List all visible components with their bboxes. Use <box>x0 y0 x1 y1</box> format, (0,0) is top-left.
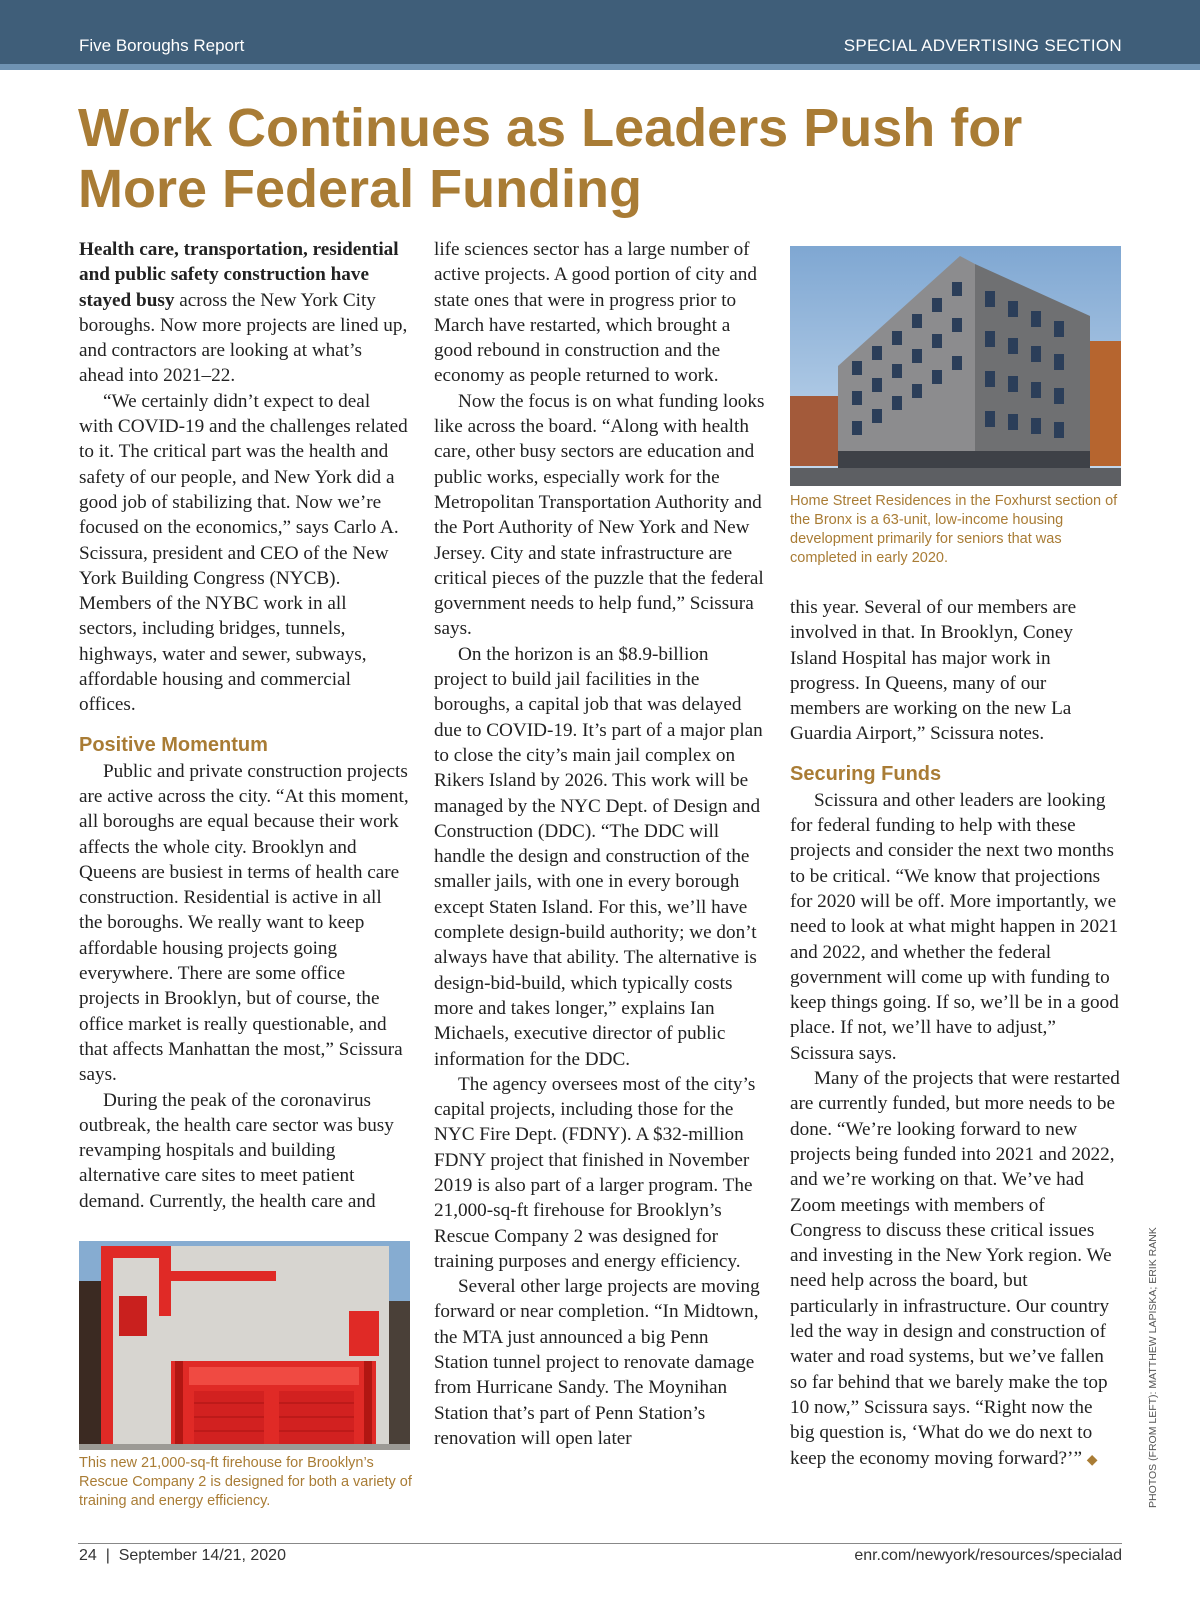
article-headline <box>78 98 1138 220</box>
bronx-photo-caption: Home Street Residences in the Foxhurst section of the Bronx is a 63-unit, low-income housing development primarily for seniors that was completed in early 2020. <box>790 493 1118 566</box>
lead-in: Health care, transportation, residential and public safety construction have stayed busy <box>79 239 399 311</box>
subhead-securing-funds: Securing Funds <box>790 762 942 785</box>
photo-credit: PHOTOS (FROM LEFT): MATTHEW LAPISKA; ERIK RANK <box>1147 1227 1159 1508</box>
headline-line-2: More Federal Funding <box>78 159 643 219</box>
firehouse-photo-caption: This new 21,000-sq-ft firehouse for Brooklyn’s Rescue Company 2 is designed for both a variety of training and energy efficiency. <box>79 1455 412 1509</box>
paragraph: Public and private construction projects are active across the city. “At this moment, all boroughs are equal because their work affects the whole city. Brooklyn and Queens are busiest in terms of health care construction. Residential is active in all the boroughs. We really want to keep affordable housing projects going everywhere. There are some office projects in Brooklyn, but of course, the office market is really questionable, and that affects Manhattan the most,” Scissura says. <box>79 760 409 1086</box>
advertising-label: SPECIAL ADVERTISING SECTION <box>843 36 1122 55</box>
paragraph: During the peak of the coronavirus outbreak, the health care sector was busy revamping hospitals and building alternative care sites to meet patient demand. Currently, the health care and <box>79 1089 394 1212</box>
firehouse-photo <box>79 1241 410 1450</box>
lead-rest: across the New York City boroughs. Now more projects are lined up, and contractors are looking at what’s ahead into 2021–22. <box>79 289 408 387</box>
paragraph: Now the focus is on what funding looks like across the board. “Along with health care, other busy sectors are education and public works, especially work for the Metropolitan Transportation Authority and the Port Authority of New York and New Jersey. City and state infrastructure are critical pieces of the puzzle that the federal government needs to help fund,” Scissura says. <box>434 390 765 640</box>
paragraph <box>79 237 409 389</box>
article-column-3 <box>790 595 1120 1473</box>
article-column-1 <box>79 237 409 1214</box>
paragraph: Several other large projects are moving forward or near completion. “In Midtown, the MTA just announced a big Penn Station tunnel project to renovate damage from Hurricane Sandy. The Moynihan Station that’s part of Penn Station’s renovation will open later <box>434 1276 760 1449</box>
header-stripe <box>0 64 1200 70</box>
subhead-positive-momentum: Positive Momentum <box>79 733 268 756</box>
section-name: Five Boroughs Report <box>79 36 245 55</box>
article-column-2 <box>434 237 766 1451</box>
paragraph: Scissura and other leaders are looking for federal funding to help with these projects and consider the next two months to be critical. “We know that projections for 2020 will be off. More importantly, we need to look at what might happen in 2021 and 2022, and whether the federal government will come up with funding to keep things going. If so, we’ll be in a good place. If not, we’ll have to adjust,” Scissura says. <box>790 789 1119 1064</box>
page-folio: 24 | September 14/21, 2020 <box>79 1547 286 1564</box>
footer-divider <box>78 1543 1122 1544</box>
headline-line-1: Work Continues as Leaders Push for <box>78 98 1023 158</box>
end-mark-icon: ◆ <box>1086 1452 1098 1468</box>
paragraph: this year. Several of our members are involved in that. In Brooklyn, Coney Island Hospital has major work in progress. In Queens, many of our members are working on the new La Guardia Airport,” Scissura notes. <box>790 597 1077 745</box>
paragraph: life sciences sector has a large number of active projects. A good portion of city and state ones that were in progress prior to March have restarted, which brought a good rebound in construction and the economy as people returned to work. <box>434 239 757 387</box>
firehouse-illustration <box>79 1241 410 1450</box>
closing-text: Many of the projects that were restarted are currently funded, but more needs to be done. “We’re looking forward to new projects being funded into 2021 and 2022, and we’re working on that. We’ve had Zoom meetings with members of Congress to discuss these critical issues and investing in the New York region. We need help across the board, but particularly in infrastructure. Our country led the way in design and construction of water and road systems, but we’ve fallen so far behind that we barely make the top 10 now,” Scissura says. “Right now the big question is, ‘What do we do next to keep the economy moving forward?’” <box>790 1068 1120 1469</box>
header-bar <box>0 0 1200 64</box>
bronx-residences-photo <box>790 246 1121 486</box>
paragraph: On the horizon is an $8.9-billion project to build jail facilities in the boroughs, a capital job that was delayed due to COVID-19. It’s part of a major plan to close the city’s main jail complex on Rikers Island by 2026. This work will be managed by the NYC Dept. of Design and Construction (DDC). “The DDC will handle the design and construction of the smaller jails, with one in every borough except Staten Island. For this, we’ll have complete design-build authority; we don’t always have that ability. The alternative is design-bid-build, which typically costs more and takes longer,” explains Ian Michaels, executive director of public information for the DDC. <box>434 643 763 1070</box>
paragraph <box>790 1066 1120 1473</box>
bronx-building-illustration <box>790 246 1121 486</box>
paragraph: The agency oversees most of the city’s capital projects, including those for the NYC Fire Dept. (FDNY). A $32-million FDNY project that finished in November 2019 is also part of a larger program. The 21,000-sq-ft firehouse for Brooklyn’s Rescue Company 2 was designed for training purposes and energy efficiency. <box>434 1073 756 1272</box>
footer-url: enr.com/newyork/resources/specialad <box>854 1547 1122 1564</box>
paragraph: “We certainly didn’t expect to deal with COVID-19 and the challenges related to it. The critical part was the health and safety of our people, and New York did a good job of stabilizing that. Now we’re focused on the economics,” says Carlo A. Scissura, president and CEO of the New York Building Congress (NYCB). Members of the NYBC work in all sectors, including bridges, tunnels, highways, water and sewer, subways, affordable housing and commercial offices. <box>79 390 408 716</box>
